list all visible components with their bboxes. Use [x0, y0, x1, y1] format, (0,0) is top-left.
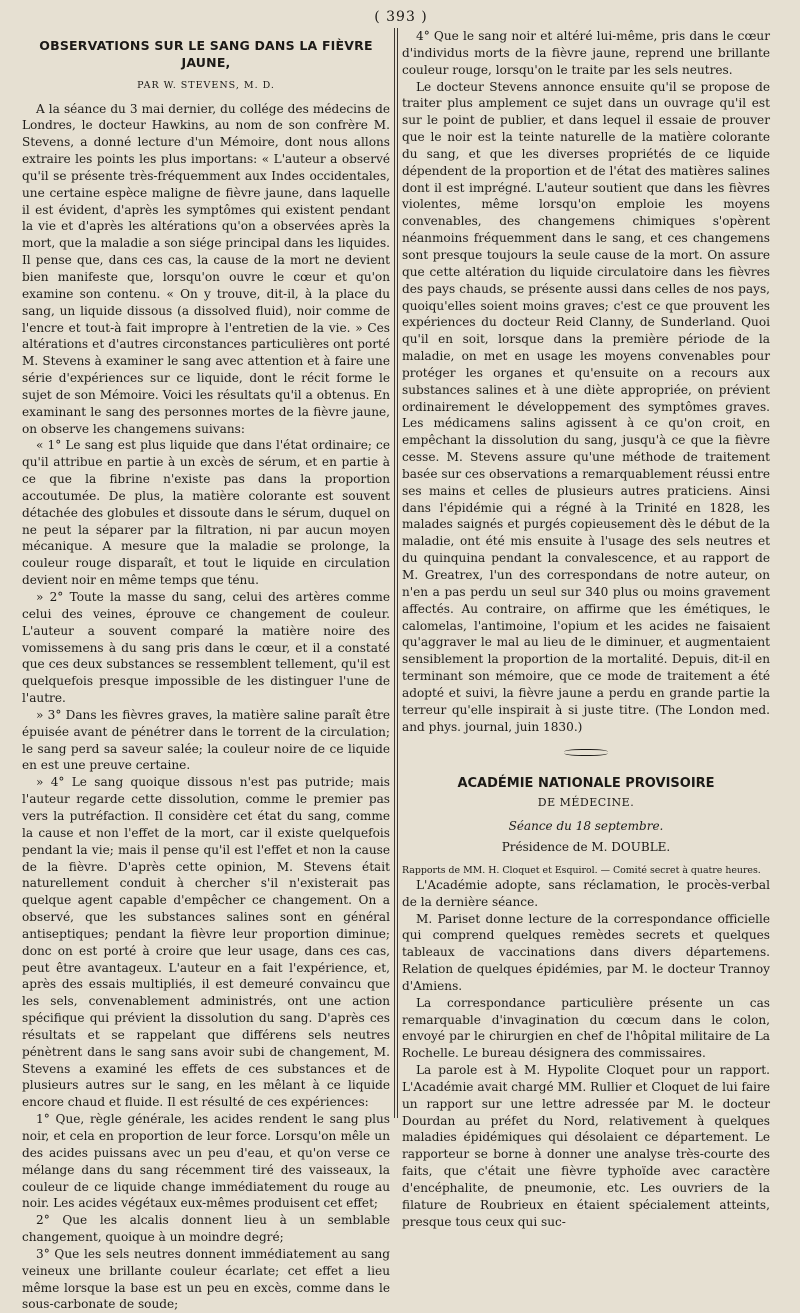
left-column	[22, 28, 390, 1312]
section-title: ACADÉMIE NATIONALE PROVISOIRE	[457, 776, 715, 792]
article-paragraph-2: « 1° Le sang est plus liquide que dans l'état ordinaire; ce qu'il attribue en partie à un excès de sérum, et en partie à ce que la fibrine n'existe pas dans la proportion accoutumée. De plus, la matière colorante est souvent détachée des globules et dissoute dans le sérum, duquel on ne peut la séparer par la filtration, ni par aucun moyen mécanique. A mesure que la maladie se prolonge, la couleur rouge disparaît, et tout le liquide en circulation devient noir en même temps que ténu.	[22, 438, 390, 588]
article-paragraph-1: A la séance du 3 mai dernier, du collége des médecins de Londres, le docteur Hawkins, au nom de son confrère M. Stevens, a donné lecture d'un Mémoire, dont nous allons extraire les points les plus importans: « L'auteur a observé qu'il se présente très-fréquemment aux Indes occidentales, une certaine espèce maligne de fièvre jaune, dans laquelle il est évident, d'après les symptômes qui existent pendant la vie et d'après les altérations qu'on a observées après la mort, que la maladie a son siége principal dans les liquides. Il pense que, dans ces cas, la cause de la mort ne devient bien manifeste que, lorsqu'on ouvre le cœur et qu'on examine son contenu. « On y trouve, dit-il, à la place du sang, un liquide dissous (a dissolved fluid), noir comme de l'encre et tout-à fait impropre à l'entretien de la vie. » Ces altérations et d'autres circonstances particulières ont porté M. Stevens à examiner le sang avec attention et à faire une série d'expériences sur ce liquide, dont le récit forme le sujet de son Mémoire. Voici les résultats qu'il a obtenus. En examinant le sang des personnes mortes de la fièvre jaune, on observe les changemens suivans:	[22, 101, 390, 436]
academie-paragraph-4: La parole est à M. Hypolite Cloquet pour un rapport. L'Académie avait chargé MM. Rullier et Cloquet de lui faire un rapport sur une lettre adressée par M. le docteur Dourdan au préfet du Nord, relativement à quelques maladies épidémiques qui désolaient ce département. Le rapporteur se borne à donner une analyse très-courte des faits, que c'était une fièvre typhoïde avec caractère d'encéphalite, de pneumonie, etc. Les ouvriers de la filature de Roubrieux en étaient spécialement atteints, presque tous ceux qui suc-	[402, 1063, 770, 1229]
section-subtitle: DE MÉDECINE.	[537, 796, 635, 810]
article-paragraph-8: 3° Que les sels neutres donnent immédiatement au sang veineux une brillante couleur écarlate; cet effet a lieu même lorsque la base est un peu en excès, comme dans le sous-carbonate de soude;	[22, 1246, 390, 1312]
presidence: Présidence de M. DOUBLE.	[501, 839, 671, 854]
section-divider-ornament	[402, 749, 770, 756]
column-divider	[390, 28, 402, 1128]
seance-date: Séance du 18 septembre.	[508, 819, 664, 834]
academie-paragraph-3: La correspondance particulière présente un cas remarquable d'invagination du cœcum dans le colon, envoyé par le chirurgien en chef de l'hôpital militaire de La Rochelle. Le bureau désignera des commissaires.	[402, 995, 770, 1061]
page-number: ( 393 )	[374, 9, 428, 25]
article-paragraph-5: » 4° Le sang quoique dissous n'est pas putride; mais l'auteur regarde cette dissolution, comme le premier pas vers la putréfaction. Il considère cet état du sang, comme la cause et non l'effet de la mort, car il existe quelquefois pendant la vie; mais il pense qu'il est l'effet et non la cause de la fièvre. D'après cette opinion, M. Stevens était naturellement conduit à chercher s'il n'existerait pas quelque agent capable d'empêcher ce changement. On a observé, que les substances salines sont en général antiseptiques; pendant la fièvre leur proportion diminue; donc on est porté à croire que leur usage, dans ces cas, peut être avantageux. L'auteur en a fait l'expérience, et, après des essais multipliés, il est demeuré convaincu que les sels, convenablement administrés, ont une action spécifique qui prévient la dissolution du sang. D'après ces résultats et se rappelant que différens sels neutres pénètrent dans le sang sans avoir subi de changement, M. Stevens a examiné les effets de ces substances et de plusieurs autres sur le sang, en les mêlant à ce liquide encore chaud et fluide. Il est résulté de ces expériences:	[22, 775, 390, 1110]
article-paragraph-7: 2° Que les alcalis donnent lieu à un semblable changement, quoique à un moindre degré;	[22, 1213, 390, 1245]
two-column-body	[22, 28, 780, 1312]
article-title: OBSERVATIONS SUR LE SANG DANS LA FIÈVRE JAUNE,	[39, 38, 373, 70]
reports-summary: Rapports de MM. H. Cloquet et Esquirol. — Comité secret à quatre heures.	[402, 864, 761, 876]
academie-paragraph-1: L'Académie adopte, sans réclamation, le procès-verbal de la dernière séance.	[402, 877, 770, 909]
article-paragraph-9: 4° Que le sang noir et altéré lui-même, pris dans le cœur d'individus morts de la fièvre jaune, reprend une brillante couleur rouge, lorsqu'on le traite par les sels neutres.	[402, 29, 770, 77]
academie-paragraph-2: M. Pariset donne lecture de la correspondance officielle qui comprend quelques remèdes secrets et quelques tableaux de vaccinations dans divers départemens. Relation de quelques épidémies, par M. le docteur Trannoy d'Amiens.	[402, 911, 770, 993]
article-paragraph-4: » 3° Dans les fièvres graves, la matière saline paraît être épuisée avant de pénétrer dans le torrent de la circulation; le sang perd sa saveur salée; la couleur noire de ce liquide en est une preuve certaine.	[22, 707, 390, 773]
article-byline: PAR W. STEVENS, M. D.	[137, 79, 275, 91]
article-paragraph-6: 1° Que, règle générale, les acides rendent le sang plus noir, et cela en proportion de leur force. Lorsqu'on mêle un des acides puissans avec un peu d'eau, et qu'on verse ce mélange dans du sang récemment tiré des vaisseaux, la couleur de ce liquide change immédiatement du rouge au noir. Les acides végétaux eux-mêmes produisent cet effet;	[22, 1112, 390, 1211]
right-column	[402, 28, 770, 1229]
article-paragraph-10: Le docteur Stevens annonce ensuite qu'il se propose de traiter plus amplement ce sujet dans un ouvrage qu'il est sur le point de publier, et dans lequel il essaie de prouver que le noir est la teinte naturelle de la matière colorante du sang, et que les diverses propriétés de ce liquide dépendent de la proportion et de l'état des matières salines dont il est imprégné. L'auteur soutient que dans les fièvres violentes, même lorsqu'on emploie les moyens convenables, des changemens chimiques s'opèrent néanmoins fréquemment dans le sang, et ces changemens sont presque toujours la seule cause de la mort. On assure que cette altération du liquide circulatoire dans les fièvres des pays chauds, se présente aussi dans celles de nos pays, quoiqu'elles soient moins graves; c'est ce que prouvent les expériences du docteur Reid Clanny, de Sunderland. Quoi qu'il en soit, lorsque dans la première période de la maladie, on met en usage les moyens convenables pour protéger les organes et qu'ensuite on a recours aux substances salines et à une diète appropriée, on prévient ordinairement le développement des symptômes graves. Les médicamens salins agissent à ce qu'on croit, en empêchant la dissolution du sang, jusqu'à ce que la fièvre cesse. M. Stevens assure qu'une méthode de traitement basée sur ces observations a remarquablement réussi entre ses mains et celles de plusieurs autres praticiens. Ainsi dans l'épidémie qui a régné à la Trinité en 1828, les malades saignés et purgés copieusement dès le début de la maladie, ont été mis ensuite à l'usage des sels neutres et du quinquina pendant la convalescence, et au rapport de M. Greatrex, l'un des correspondans de notre auteur, on n'en a pas perdu un seul sur 340 plus ou moins gravement affectés. Au contraire, on affirme que les émétiques, le calomelas, l'antimoine, l'opium et les acides ne faisaient qu'aggraver le mal au lieu de le diminuer, et augmentaient sensiblement la proportion de la mortalité. Depuis, dit-il en terminant son mémoire, que ce mode de traitement a été adopté et suivi, la fièvre jaune a perdu en grande partie la terreur qu'elle inspirait à si juste titre. (The London med. and phys. journal, juin 1830.)	[402, 79, 770, 734]
article-paragraph-3: » 2° Toute la masse du sang, celui des artères comme celui des veines, éprouve ce changement de couleur. L'auteur a souvent comparé la matière noire des vomissemens à du sang pris dans le cœur, et il a constaté que ces deux substances se ressemblent tellement, qu'il est quelquefois presque impossible de les distinguer l'une de l'autre.	[22, 590, 390, 706]
